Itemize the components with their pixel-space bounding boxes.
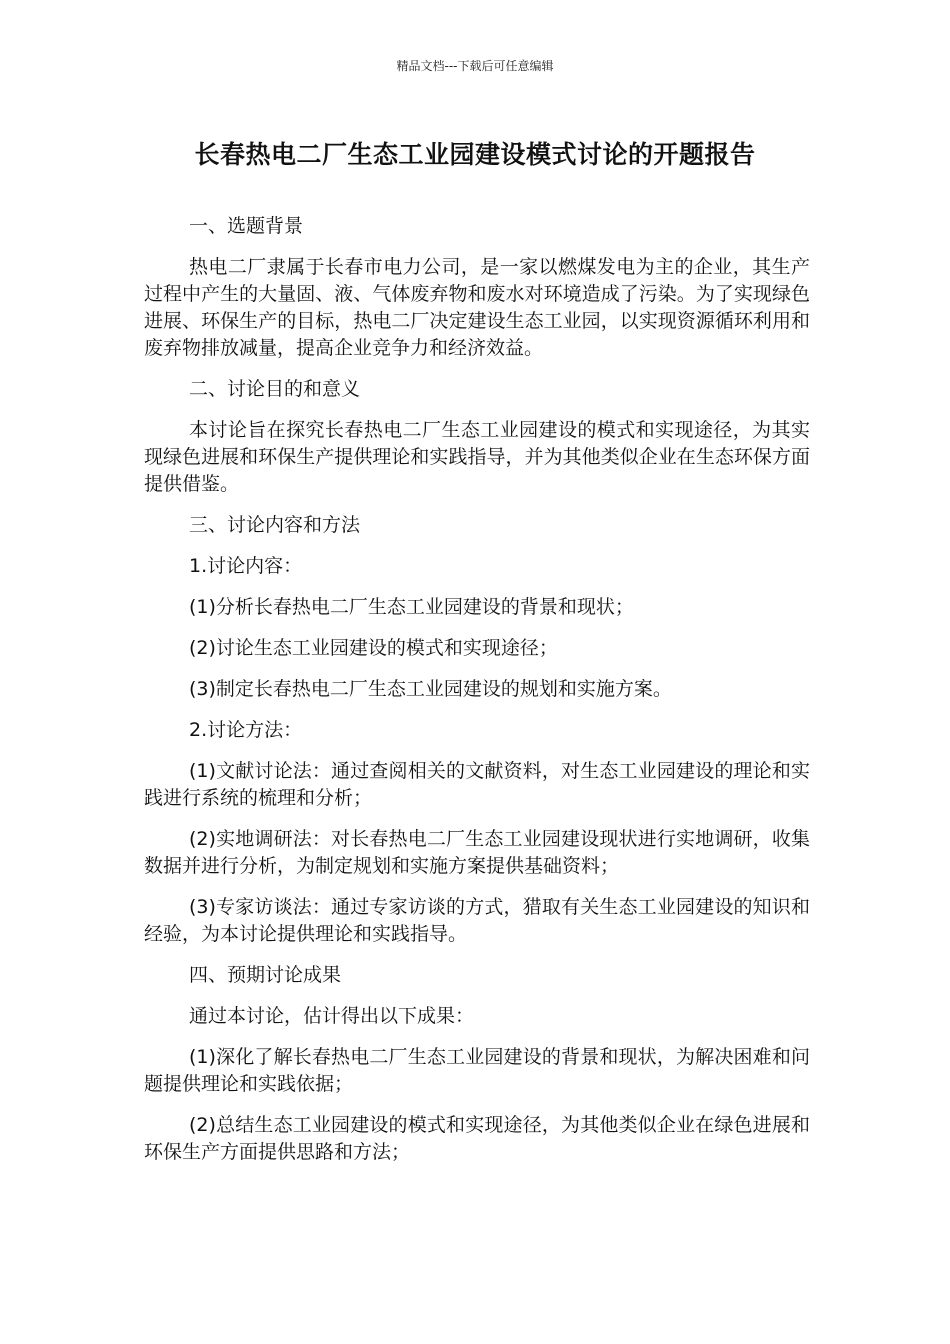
subheading-content: 1.讨论内容：	[189, 555, 303, 577]
list-item: (2)总结生态工业园建设的模式和实现途径，为其他类似企业在绿色进展和环保生产方面提供思路和方法；	[144, 1114, 810, 1163]
paragraph-purpose: 本讨论旨在探究长春热电二厂生态工业园建设的模式和实现途径，为其实现绿色进展和环保生产提供理论和实践指导，并为其他类似企业在生态环保方面提供借鉴。	[144, 419, 810, 495]
document-body	[144, 213, 810, 1166]
document-title: 长春热电二厂生态工业园建设模式讨论的开题报告	[194, 140, 756, 169]
paragraph-background: 热电二厂隶属于长春市电力公司，是一家以燃煤发电为主的企业，其生产过程中产生的大量固、液、气体废弃物和废水对环境造成了污染。为了实现绿色进展、环保生产的目标，热电二厂决定建设生态工业园，以实现资源循环利用和废弃物排放减量，提高企业竞争力和经济效益。	[144, 256, 810, 359]
section-heading-background: 一、选题背景	[189, 215, 304, 237]
list-item: (1)深化了解长春热电二厂生态工业园建设的背景和现状，为解决困难和问题提供理论和实践依据；	[144, 1046, 810, 1095]
subheading-methods: 2.讨论方法：	[189, 719, 303, 741]
section-heading-purpose: 二、讨论目的和意义	[189, 378, 361, 400]
paragraph-outcomes-intro: 通过本讨论，估计得出以下成果：	[189, 1005, 475, 1027]
section-heading-content-methods: 三、讨论内容和方法	[189, 514, 361, 536]
list-item: (2)讨论生态工业园建设的模式和实现途径；	[189, 637, 558, 659]
list-item: (3)专家访谈法：通过专家访谈的方式，猎取有关生态工业园建设的知识和经验，为本讨论提供理论和实践指导。	[144, 896, 810, 945]
list-item: (2)实地调研法：对长春热电二厂生态工业园建设现状进行实地调研，收集数据并进行分析，为制定规划和实施方案提供基础资料；	[144, 828, 810, 877]
list-item: (3)制定长春热电二厂生态工业园建设的规划和实施方案。	[189, 678, 672, 700]
section-heading-outcomes: 四、预期讨论成果	[189, 964, 342, 986]
list-item: (1)分析长春热电二厂生态工业园建设的背景和现状；	[189, 596, 634, 618]
list-item: (1)文献讨论法：通过查阅相关的文献资料，对生态工业园建设的理论和实践进行系统的梳理和分析；	[144, 760, 810, 809]
page-header: 精品文档---下载后可任意编辑	[396, 59, 554, 73]
